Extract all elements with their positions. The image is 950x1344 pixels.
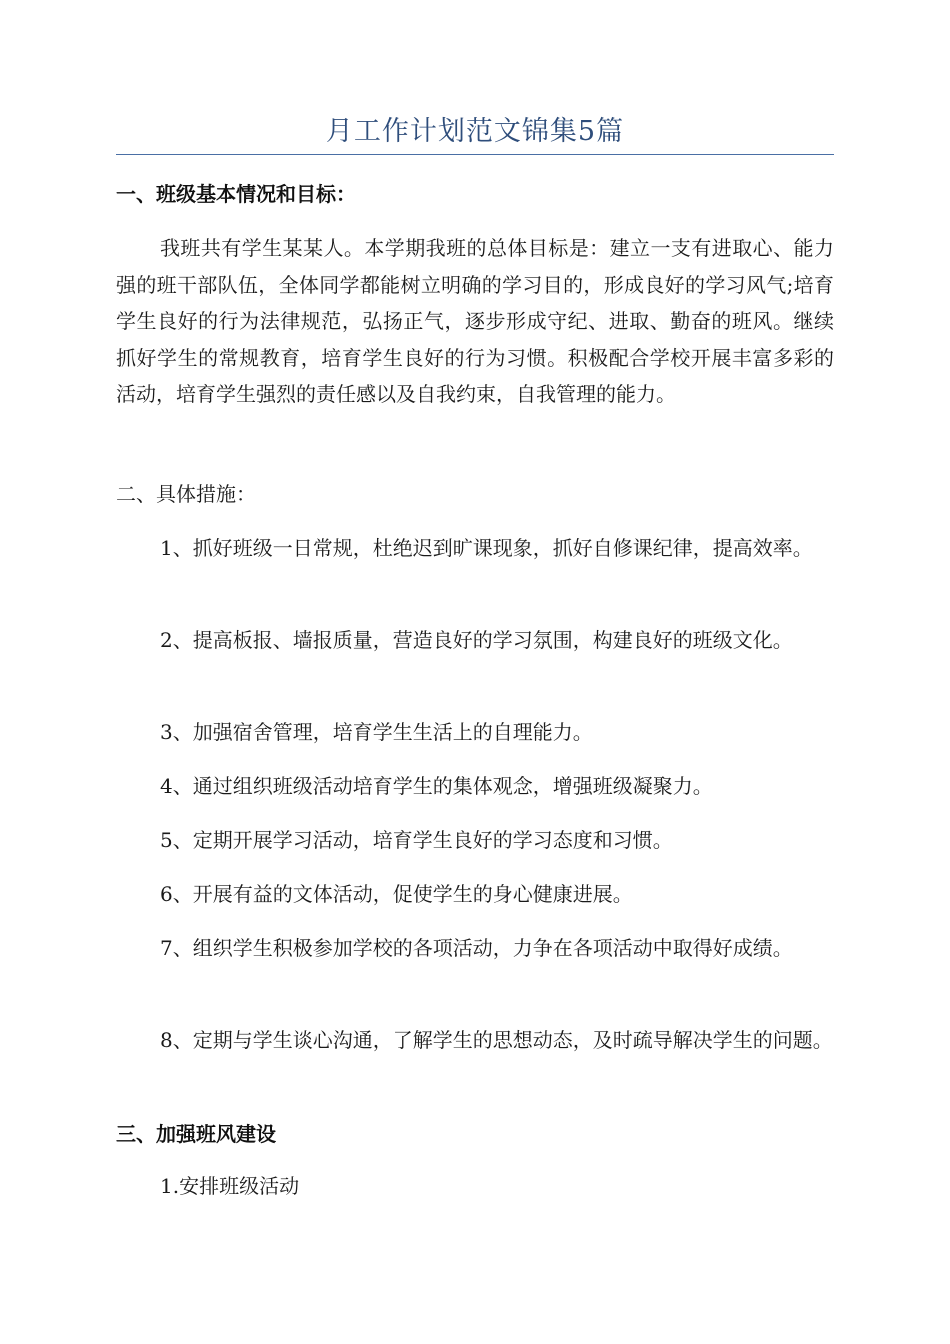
measure-item-4: 4、通过组织班级活动培育学生的集体观念，增强班级凝聚力。 (160, 774, 713, 798)
measure-item-5: 5、定期开展学习活动，培育学生良好的学习态度和习惯。 (160, 828, 673, 852)
measure-item-3: 3、加强宿舍管理，培育学生生活上的自理能力。 (160, 720, 593, 744)
section3-subitem-1: 1.安排班级活动 (160, 1174, 300, 1198)
title-underline (116, 154, 834, 155)
document-title: 月工作计划范文锦集5篇 (325, 116, 625, 147)
measure-item-7: 7、组织学生积极参加学校的各项活动，力争在各项活动中取得好成绩。 (160, 936, 793, 960)
measure-item-1: 1、抓好班级一日常规，杜绝迟到旷课现象，抓好自修课纪律，提高效率。 (160, 536, 813, 560)
section-heading-3: 三、加强班风建设 (116, 1122, 276, 1146)
measure-item-2: 2、提高板报、墙报质量，营造良好的学习氛围，构建良好的班级文化。 (160, 628, 793, 652)
section-heading-1: 一、班级基本情况和目标： (116, 182, 356, 206)
measure-item-6: 6、开展有益的文体活动，促使学生的身心健康进展。 (160, 882, 633, 906)
section-heading-2: 二、具体措施： (116, 482, 256, 506)
measure-item-8: 8、定期与学生谈心沟通，了解学生的思想动态，及时疏导解决学生的问题。 (160, 1028, 833, 1052)
section1-paragraph: 我班共有学生某某人。本学期我班的总体目标是：建立一支有进取心、能力强的班干部队伍，全体同学都能树立明确的学习目的，形成良好的学习风气;培育学生良好的行为法律规范，弘扬正气，逐步形成守纪、进取、勤奋的班风。继续抓好学生的常规教育，培育学生良好的行为习惯。积极配合学校开展丰富多彩的活动，培育学生强烈的责任感以及自我约束，自我管理的能力。 (116, 236, 834, 406)
